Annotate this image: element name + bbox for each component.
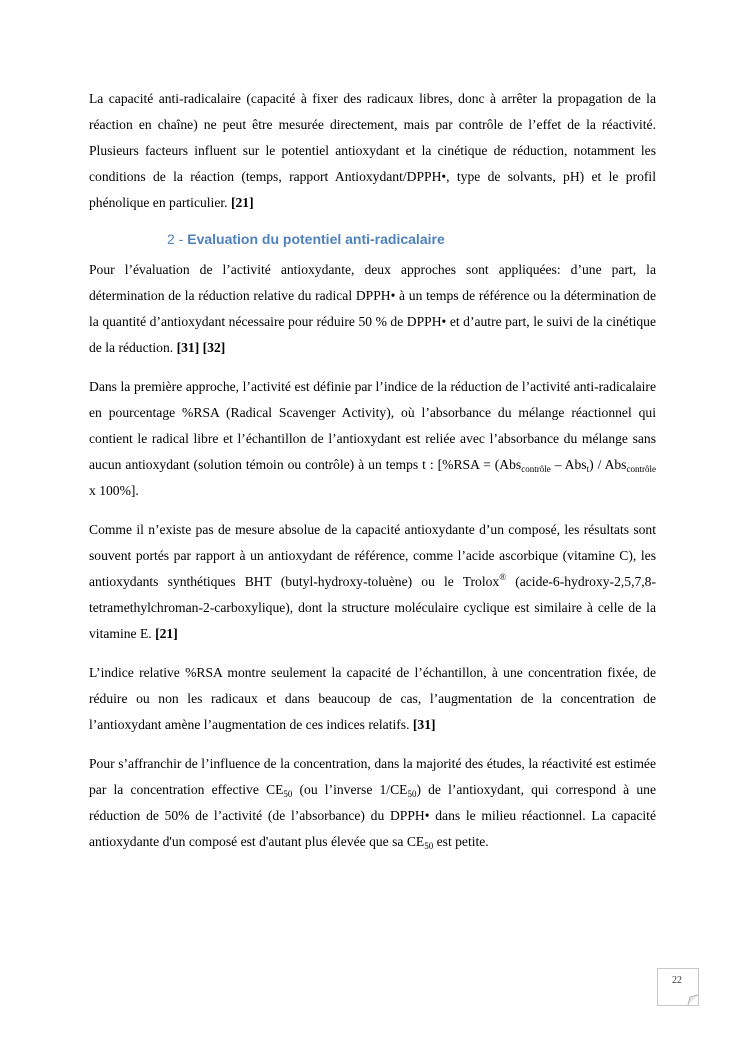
rsa-formula: [%RSA = (Abs$_{contrôle}$ – Abs$_t$) / Abs$_{contrôle}$ x 100%]. [89, 457, 656, 498]
section-number: 2 - [167, 231, 184, 247]
section-title: Evaluation du potentiel anti-radicalaire [187, 231, 445, 247]
paragraph-5: L’indice relative %RSA montre seulement la capacité de l’échantillon, à une concentration fixée, de réduire ou non les radicaux et dans beaucoup de cas, l’augmentation de la concentration de l’antioxydant amène l’augmentation de ces indices relatifs. [31] [89, 665, 656, 732]
page-number: 22 [672, 975, 682, 986]
page-number-box [657, 968, 699, 1006]
paragraph-3: Dans la première approche, l’activité est définie par l’indice de la réduction de l’activité anti-radicalaire en pourcentage %RSA (Radical Scavenger Activity), où l’absorbance du mélange réactionnel qui contient le radical libre et l’échantillon de l’antioxydant est reliée avec l’absorbance du mélange sans aucun antioxydant (solution témoin ou contrôle) à un temps t : [%RSA = (Abs$_{contrôle}$ – Abs$_t$) / Abs$_{contrôle}$ x 100%]. [89, 379, 656, 498]
folded-corner-icon [657, 968, 699, 1006]
document-body [89, 86, 656, 855]
citation: [21] [155, 626, 178, 641]
paragraph-1: La capacité anti-radicalaire (capacité à fixer des radicaux libres, donc à arrêter la propagation de la réaction en chaîne) ne peut être mesurée directement, mais par contrôle de l’effet de la réactivité. Plusieurs facteurs influent sur le potentiel antioxydant et la cinétique de réduction, notamment les conditions de la réaction (temps, rapport Antioxydant/DPPH•, type de solvants, pH) et le profil phénolique en particulier. [21] [89, 91, 656, 210]
section-heading [167, 227, 656, 251]
paragraph-6: Pour s’affranchir de l’influence de la concentration, dans la majorité des études, la réactivité est estimée par la concentration effective $CE_{50}$ (ou l’inverse $1/CE_{50}$) de l’antioxydant, qui correspond à une réduction de 50% de l’activité (de l’absorbance) du DPPH• dans le milieu réactionnel. La capacité antioxydante d'un composé est d'autant plus élevée que sa $CE_{50}$ est petite. [89, 756, 656, 851]
paragraph-4: Comme il n’existe pas de mesure absolue de la capacité antioxydante d’un composé, les résultats sont souvent portés par rapport à un antioxydant de référence, comme l’acide ascorbique (vitamine C), les antioxydants synthétiques BHT (butyl-hydroxy-toluène) ou le Trolox® (acide-6-hydroxy-2,5,7,8-tetramethylchroman-2-carboxylique), dont la structure moléculaire cyclique est similaire à celle de la vitamine E. [21] [89, 522, 656, 641]
paragraph-2: Pour l’évaluation de l’activité antioxydante, deux approches sont appliquées: d’une part, la détermination de la réduction relative du radical DPPH• à un temps de référence ou la détermination de la quantité d’antioxydant nécessaire pour réduire 50 % de DPPH• et d’autre part, le suivi de la cinétique de la réduction. [31] [32] [89, 262, 656, 355]
citation: [21] [230, 195, 254, 210]
citation: [31] [32] [176, 340, 226, 355]
citation: [31] [412, 717, 436, 732]
